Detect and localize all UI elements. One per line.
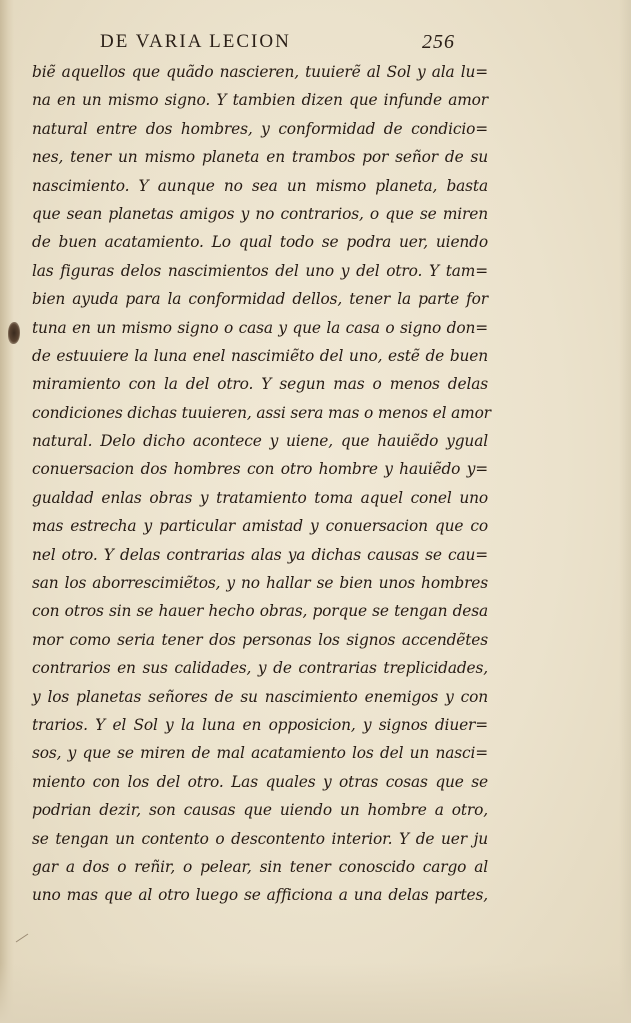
text-line: que sean planetas amigos y no contrarios, o que se miren <box>32 204 488 223</box>
ink-blot-mark <box>8 322 20 344</box>
text-line: gar a dos o reñir, o pelear, sin tener conoscido cargo al <box>32 857 488 876</box>
running-head: DE VARIA LECION <box>100 31 291 52</box>
margin-tick-mark <box>14 930 30 946</box>
text-line: contrarios en sus calidades, y de contrarias treplicidades, <box>32 659 488 678</box>
text-line: mas estrecha y particular amistad y conuersacion que co <box>32 517 488 536</box>
text-line: se tengan un contento o descontento interior. Y de uer ju <box>32 829 488 848</box>
text-line: tuna en un mismo signo o casa y que la casa o signo don= <box>32 318 488 337</box>
text-line: san los aborrescimiẽtos, y no hallar se bien unos hombres <box>32 574 488 593</box>
text-line: trarios. Y el Sol y la luna en opposicion, y signos diuer= <box>32 715 488 734</box>
text-line: podrian dezir, son causas que uiendo un hombre a otro, <box>32 801 488 820</box>
text-line: gualdad enlas obras y tratamiento toma aquel conel uno <box>32 488 488 507</box>
page-edge-bottom <box>0 963 631 1023</box>
text-line: y los planetas señores de su nascimiento enemigos y con <box>32 687 488 706</box>
text-line: nascimiento. Y aunque no sea un mismo planeta, basta <box>32 176 488 195</box>
text-line: miramiento con la del otro. Y segun mas o menos delas <box>32 375 488 394</box>
text-line: de estuuiere la luna enel nascimiẽto del uno, estẽ de buen <box>32 346 488 365</box>
text-line: na en un mismo signo. Y tambien dizen que infunde amor <box>32 91 488 110</box>
text-line: miento con los del otro. Las quales y otras cosas que se <box>32 772 488 791</box>
page-number: 256 <box>422 31 455 53</box>
text-line: conuersacion dos hombres con otro hombre y hauiẽdo y= <box>32 460 488 479</box>
text-line: condiciones dichas tuuieren, assi sera mas o menos el amor <box>32 403 491 422</box>
text-line: sos, y que se miren de mal acatamiento los del un nasci= <box>32 744 488 763</box>
binding-gutter-shadow <box>0 0 14 1023</box>
text-line: con otros sin se hauer hecho obras, porque se tengan desa <box>32 602 488 621</box>
text-line: las figuras delos nascimientos del uno y del otro. Y tam= <box>32 261 488 280</box>
text-line: mor como seria tener dos personas los signos accendẽtes <box>32 630 488 649</box>
text-line: biẽ aquellos que quãdo nascieren, tuuierẽ al Sol y ala lu= <box>32 63 488 81</box>
text-line: nes, tener un mismo planeta en trambos por señor de su <box>32 148 488 167</box>
text-line: de buen acatamiento. Lo qual todo se podra uer, uiendo <box>32 233 488 252</box>
text-line: nel otro. Y delas contrarias alas ya dichas causas se cau= <box>32 545 488 564</box>
text-line: uno mas que al otro luego se afficiona a una delas partes, <box>32 886 488 905</box>
text-line: bien ayuda para la conformidad dellos, tener la parte for <box>32 290 488 309</box>
text-line: natural entre dos hombres, y conformidad de condicio= <box>32 119 488 138</box>
page-edge-right <box>619 0 631 1023</box>
page-header <box>100 31 480 59</box>
body-text <box>32 58 491 910</box>
text-line: natural. Delo dicho acontece y uiene, que hauiẽdo ygual <box>32 432 488 451</box>
